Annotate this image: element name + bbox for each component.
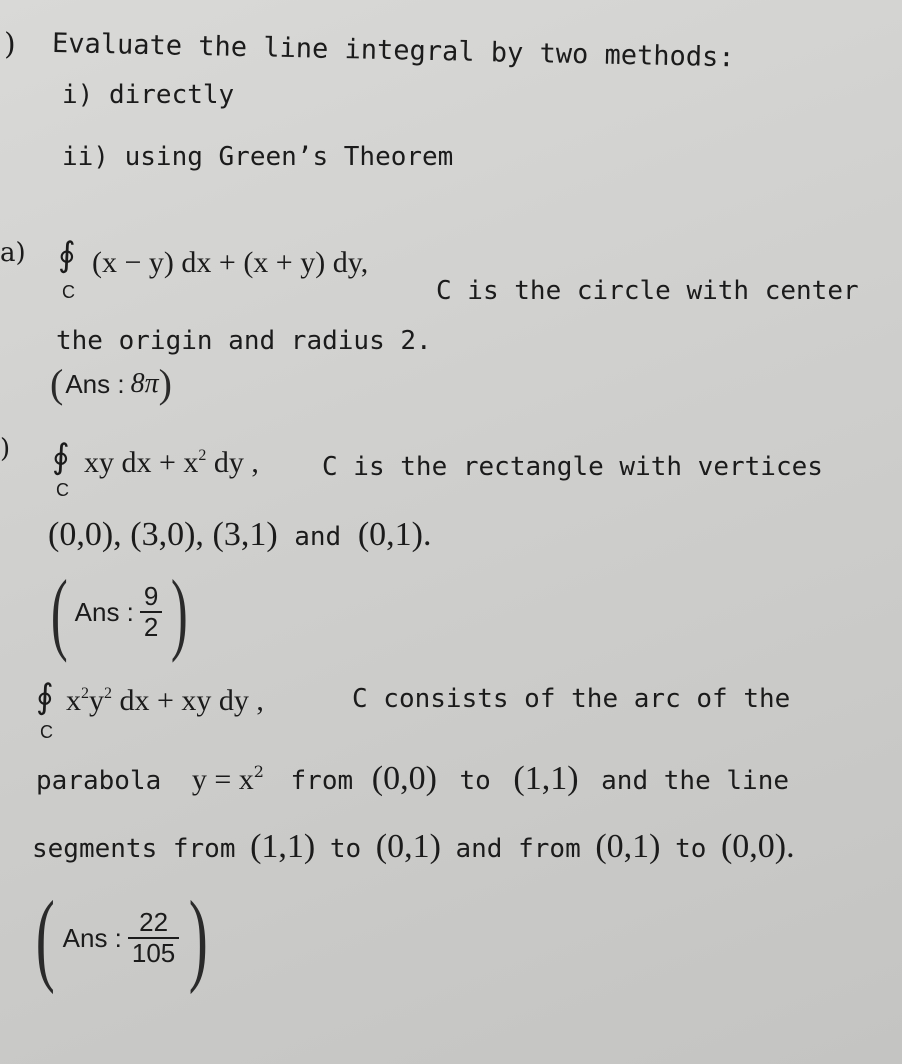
integrand-part: xy dx + x bbox=[84, 446, 199, 479]
contour-label: C bbox=[40, 722, 53, 742]
problem-a-integrand: (x − y) dx + (x + y) dy, bbox=[92, 246, 369, 279]
problem-b-answer bbox=[44, 561, 195, 663]
problem-c-answer bbox=[28, 880, 216, 995]
from-text: from bbox=[290, 766, 354, 796]
to-text: to bbox=[459, 766, 491, 796]
point-end: (1,1) bbox=[513, 760, 579, 797]
answer-label: Ans : bbox=[74, 596, 134, 627]
problem-c-text-1: C consists of the arc of the bbox=[352, 684, 791, 714]
fraction-numerator: 9 bbox=[140, 582, 162, 613]
answer-label: Ans : bbox=[62, 922, 122, 953]
segment-point-4: (0,0). bbox=[720, 828, 795, 865]
segments-text: segments from bbox=[32, 834, 236, 864]
problem-a-text-1: C is the circle with center bbox=[436, 276, 859, 306]
fraction-numerator: 22 bbox=[128, 908, 179, 939]
right-paren: ) bbox=[158, 361, 172, 406]
vertex-1: (0,0), bbox=[48, 516, 122, 553]
and-line-text: and the line bbox=[601, 766, 789, 796]
contour-label: C bbox=[56, 480, 69, 500]
to-text: to bbox=[675, 834, 707, 864]
problem-c-integrand bbox=[66, 684, 264, 718]
problem-a-text-2: the origin and radius 2. bbox=[56, 326, 432, 356]
exponent: 2 bbox=[253, 762, 264, 781]
problem-a-answer bbox=[50, 361, 172, 406]
and-text: and bbox=[294, 522, 342, 552]
answer-fraction bbox=[140, 582, 162, 641]
answer-fraction bbox=[128, 908, 179, 967]
contour-integral-icon: ∮ bbox=[36, 677, 54, 717]
integrand-end: dy , bbox=[213, 446, 259, 479]
problem-b-integrand bbox=[84, 446, 259, 480]
problem-b-label: ) bbox=[0, 434, 11, 464]
fraction-denominator: 105 bbox=[131, 938, 176, 968]
left-paren: ( bbox=[50, 361, 64, 406]
and-from-text: and from bbox=[455, 834, 581, 864]
parabola-text: parabola bbox=[36, 766, 162, 796]
page-edge-mark: ) bbox=[4, 27, 16, 62]
vertex-2: (3,0), bbox=[130, 516, 204, 553]
vertex-3: (3,1) bbox=[212, 516, 278, 553]
exponent: 2 bbox=[104, 685, 112, 702]
answer-label: Ans : bbox=[65, 368, 125, 399]
right-paren: ) bbox=[189, 880, 209, 995]
left-paren: ( bbox=[35, 880, 55, 995]
problem-b-vertices bbox=[48, 516, 431, 554]
integrand-x: x bbox=[66, 684, 81, 717]
parabola-equation: y = x bbox=[191, 763, 254, 796]
segment-point-3: (0,1) bbox=[595, 828, 661, 865]
right-paren: ) bbox=[171, 561, 189, 663]
segment-point-1: (1,1) bbox=[250, 828, 316, 865]
point-start: (0,0) bbox=[371, 760, 437, 797]
to-text: to bbox=[329, 834, 362, 864]
problem-c-line-2 bbox=[36, 760, 789, 798]
contour-integral-icon: ∮ bbox=[52, 437, 70, 477]
exponent: 2 bbox=[198, 447, 207, 464]
problem-a-label: a) bbox=[0, 238, 26, 268]
problem-c-line-3 bbox=[32, 828, 795, 866]
contour-label: C bbox=[62, 282, 75, 302]
instruction-text: Evaluate the line integral by two methods: bbox=[51, 28, 735, 74]
method-i-text: i) directly bbox=[62, 80, 235, 110]
fraction-denominator: 2 bbox=[143, 612, 159, 642]
method-ii-text: ii) using Green’s Theorem bbox=[62, 142, 454, 172]
integrand-y: y bbox=[89, 684, 104, 717]
contour-integral-icon: ∮ bbox=[58, 235, 76, 275]
exponent: 2 bbox=[81, 685, 89, 702]
vertex-4: (0,1). bbox=[357, 516, 432, 553]
left-paren: ( bbox=[50, 561, 68, 663]
problem-b-text-1: C is the rectangle with vertices bbox=[322, 452, 823, 482]
segment-point-2: (0,1) bbox=[375, 828, 441, 865]
integrand-rest: dx + xy dy , bbox=[119, 684, 264, 717]
answer-value: 8π bbox=[130, 368, 159, 399]
